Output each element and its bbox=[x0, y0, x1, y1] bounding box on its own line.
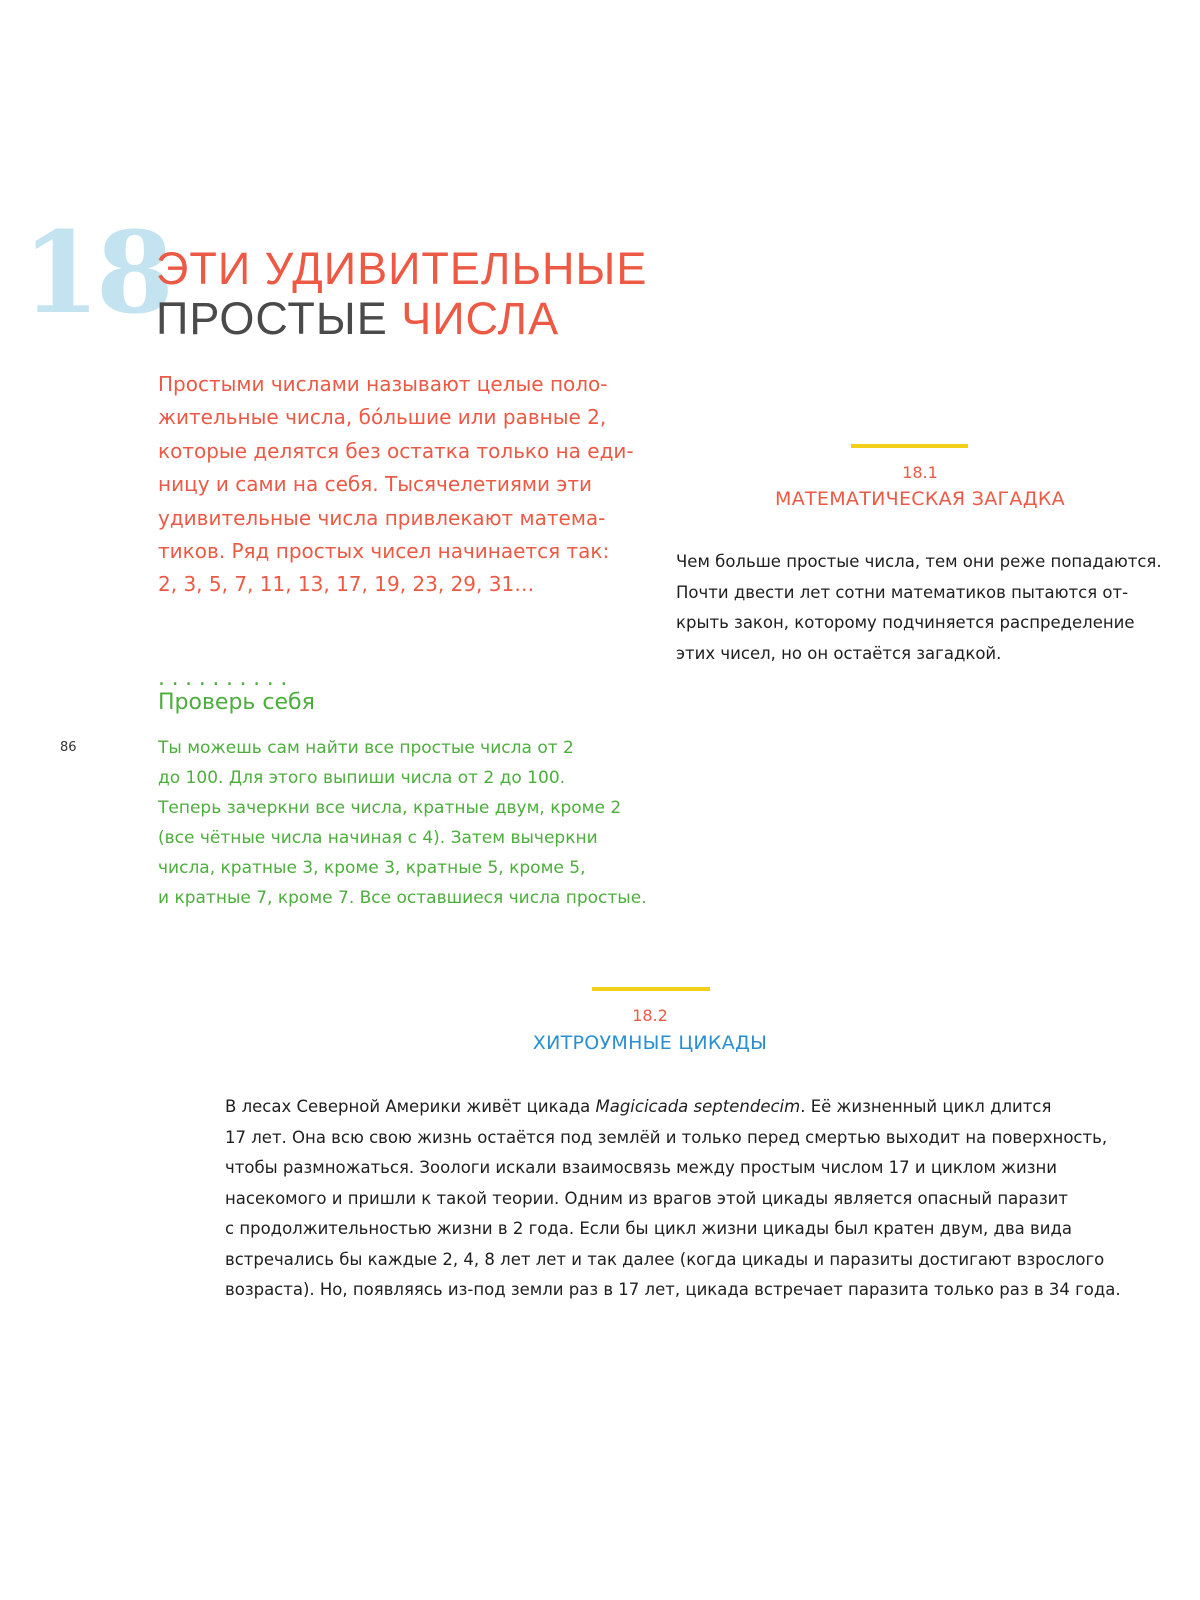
section-18-2-line: встречались бы каждые 2, 4, 8 лет лет и так далее (когда цикады и паразиты достигают взрослого bbox=[225, 1249, 1105, 1269]
check-yourself-text bbox=[158, 733, 647, 913]
chapter-title-word-numbers: ЧИСЛА bbox=[401, 293, 560, 344]
section-18-2-number: 18.2 bbox=[632, 1006, 668, 1025]
section-18-2-line: с продолжительностью жизни в 2 года. Если бы цикл жизни цикады был кратен двум, два вида bbox=[225, 1219, 1073, 1238]
check-line: числа, кратные 3, кроме 3, кратные 5, кроме 5, bbox=[158, 858, 586, 878]
chapter-title-line-1: ЭТИ УДИВИТЕЛЬНЫЕ bbox=[156, 243, 648, 294]
section-18-1-line: крыть закон, которому подчиняется распределение bbox=[676, 613, 1135, 632]
intro-line: 2, 3, 5, 7, 11, 13, 17, 19, 23, 29, 31… bbox=[158, 572, 535, 597]
check-yourself-heading: Проверь себя bbox=[158, 690, 315, 715]
section-18-1-text bbox=[676, 547, 1176, 669]
section-18-1-number: 18.1 bbox=[902, 463, 938, 482]
chapter-title-word-prime: ПРОСТЫЕ bbox=[156, 293, 402, 344]
check-line: Ты можешь сам найти все простые числа от 2 bbox=[158, 738, 574, 758]
section-18-1-line: Почти двести лет сотни математиков пытаются от- bbox=[676, 582, 1129, 602]
section-18-2-text bbox=[225, 1092, 1121, 1306]
section-18-1-line: этих чисел, но он остаётся загадкой. bbox=[676, 643, 1002, 663]
check-line: и кратные 7, кроме 7. Все оставшиеся числа простые. bbox=[158, 888, 647, 908]
intro-line: Простыми числами называют целые поло- bbox=[158, 372, 608, 396]
line-text: В лесах Северной Америки живёт цикада bbox=[225, 1097, 596, 1116]
section-18-2-line: 17 лет. Она всю свою жизнь остаётся под землёй и только перед смертью выходит на поверхность, bbox=[225, 1127, 1108, 1147]
line-text: . Её жизненный цикл длится bbox=[800, 1097, 1052, 1116]
section-18-2-line bbox=[225, 1092, 1105, 1123]
section-18-2-rule bbox=[592, 987, 710, 991]
check-line: (все чётные числа начиная с 4). Затем вычеркни bbox=[158, 828, 598, 848]
page-number: 86 bbox=[60, 740, 77, 755]
chapter-title-line-2 bbox=[156, 294, 559, 344]
section-18-1-line: Чем больше простые числа, тем они реже попадаются. bbox=[676, 552, 1162, 571]
section-18-2-title: ХИТРОУМНЫЕ ЦИКАДЫ bbox=[532, 1032, 768, 1054]
section-18-2-line: возраста). Но, появляясь из-под земли раз в 17 лет, цикада встречает паразита только раз в 34 года. bbox=[225, 1280, 1121, 1299]
chapter-number: 18 bbox=[22, 208, 170, 339]
check-line: до 100. Для этого выпиши числа от 2 до 100. bbox=[158, 768, 566, 788]
intro-line: которые делятся без остатка только на еди- bbox=[158, 438, 634, 463]
section-18-1-rule bbox=[851, 444, 968, 448]
intro-line: удивительные числа привлекают матема- bbox=[158, 505, 606, 530]
intro-line: жительные числа, бóльшие или равные 2, bbox=[158, 405, 607, 430]
section-18-2-line: насекомого и пришли к такой теории. Одним из врагов этой цикады является опасный паразит bbox=[225, 1188, 1068, 1208]
section-18-2-line: чтобы размножаться. Зоологи искали взаимосвязь между простым числом 17 и циклом жизни bbox=[225, 1158, 1058, 1177]
section-18-1-title: МАТЕМАТИЧЕСКАЯ ЗАГАДКА bbox=[775, 488, 1065, 510]
intro-paragraph bbox=[158, 368, 634, 602]
species-name: Magicicada septendecim bbox=[595, 1097, 801, 1116]
check-line: Теперь зачеркни все числа, кратные двум, кроме 2 bbox=[158, 798, 622, 818]
dotted-divider: .......... bbox=[158, 666, 294, 691]
intro-line: тиков. Ряд простых чисел начинается так: bbox=[158, 539, 610, 564]
intro-line: ницу и сами на себя. Тысячелетиями эти bbox=[158, 472, 592, 497]
